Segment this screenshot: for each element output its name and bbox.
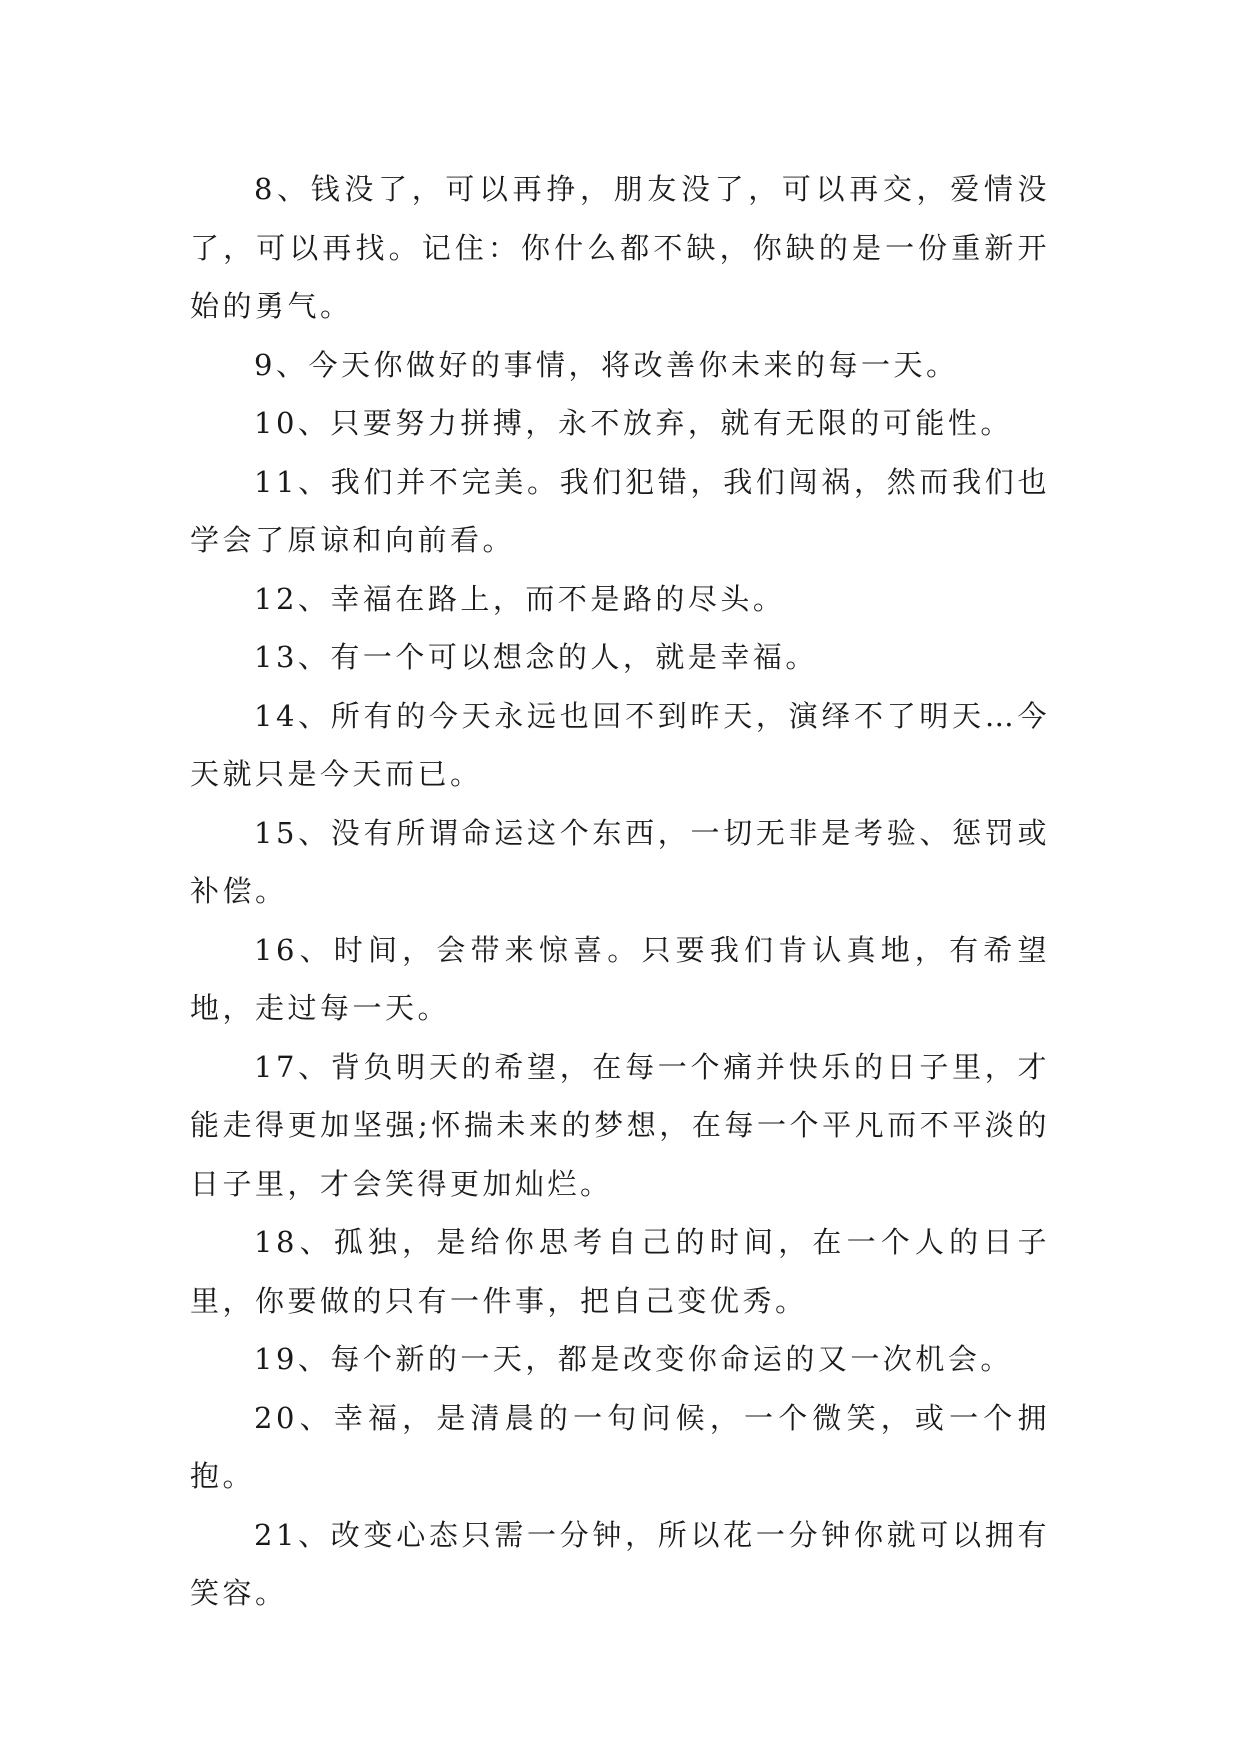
paragraph-quote-11: 11、我们并不完美。我们犯错，我们闯祸，然而我们也学会了原谅和向前看。 (190, 464, 1050, 557)
paragraph-quote-15: 15、没有所谓命运这个东西，一切无非是考验、惩罚或补偿。 (190, 815, 1050, 908)
paragraph-quote-17: 17、背负明天的希望，在每一个痛并快乐的日子里，才能走得更加坚强;怀揣未来的梦想，在每一个平凡而不平淡的日子里，才会笑得更加灿烂。 (190, 1049, 1050, 1201)
paragraph-quote-8: 8、钱没了，可以再挣，朋友没了，可以再交，爱情没了，可以再找。记住：你什么都不缺，你缺的是一份重新开始的勇气。 (190, 172, 1050, 323)
paragraph-quote-19: 19、每个新的一天，都是改变你命运的又一次机会。 (254, 1342, 1013, 1376)
paragraph-quote-13: 13、有一个可以想念的人，就是幸福。 (254, 640, 818, 674)
paragraph-quote-16: 16、时间，会带来惊喜。只要我们肯认真地，有希望地，走过每一天。 (190, 932, 1050, 1025)
paragraph-quote-9: 9、今天你做好的事情，将改善你未来的每一天。 (254, 347, 959, 382)
paragraph-quote-14: 14、所有的今天永远也回不到昨天，演绎不了明天…今天就只是今天而已。 (190, 698, 1050, 791)
document-body (190, 160, 1050, 1623)
paragraph-quote-12: 12、幸福在路上，而不是路的尽头。 (254, 581, 786, 616)
paragraph-quote-20: 20、幸福，是清晨的一句问候，一个微笑，或一个拥抱。 (190, 1400, 1050, 1493)
paragraph-quote-18: 18、孤独，是给你思考自己的时间，在一个人的日子里，你要做的只有一件事，把自己变优秀。 (190, 1225, 1050, 1318)
paragraph-quote-21: 21、改变心态只需一分钟，所以花一分钟你就可以拥有笑容。 (190, 1517, 1050, 1610)
paragraph-quote-10: 10、只要努力拼搏，永不放弃，就有无限的可能性。 (254, 406, 1013, 440)
